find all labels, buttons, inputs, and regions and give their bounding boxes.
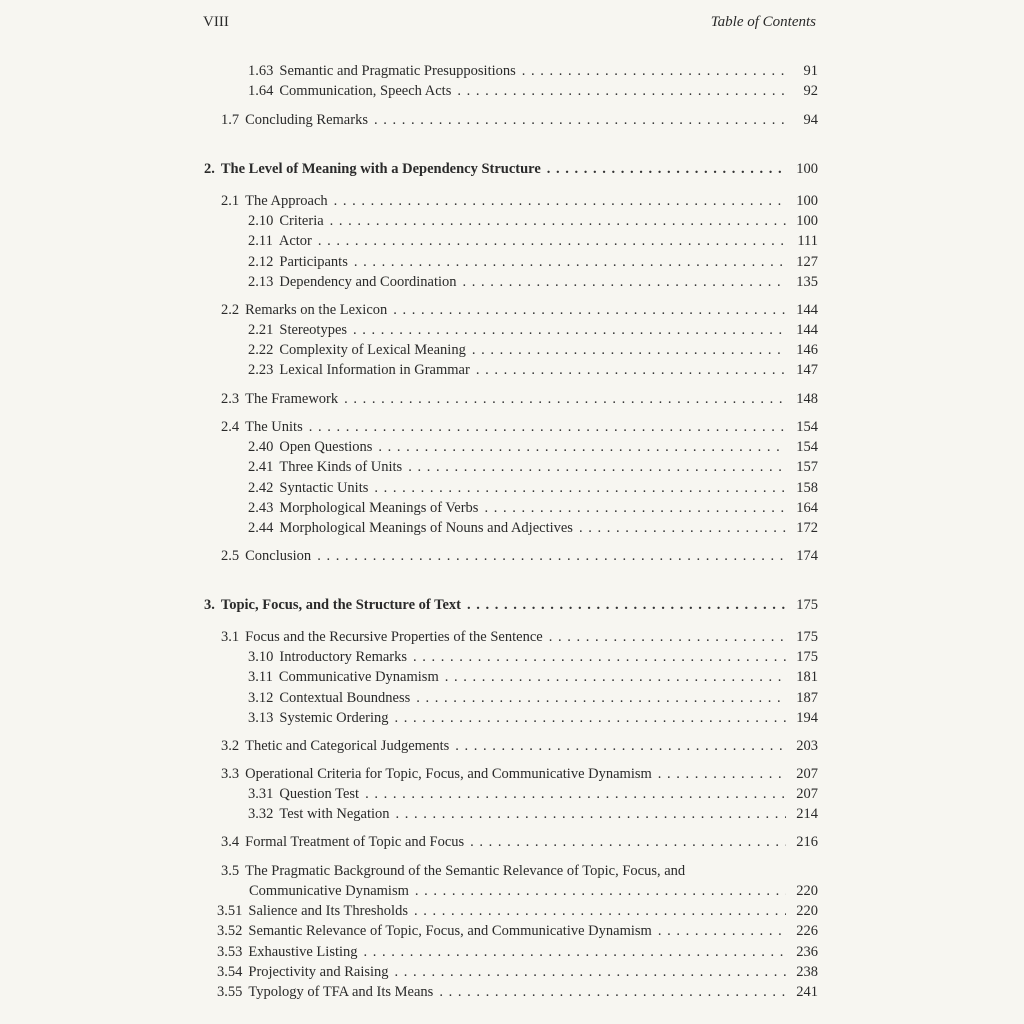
entry-title: Formal Treatment of Topic and Focus	[245, 834, 465, 850]
entry-page: 174	[796, 548, 818, 564]
leader-dots	[354, 254, 786, 271]
entry-title: Morphological Meanings of Verbs	[279, 500, 479, 516]
entry-title: Semantic and Pragmatic Presuppositions	[279, 63, 516, 79]
toc-entry-3-5	[221, 863, 778, 883]
entry-page: 92	[803, 83, 818, 99]
leader-dots	[365, 786, 786, 803]
entry-title: Question Test	[279, 786, 360, 802]
entry-page: 226	[796, 923, 818, 939]
entry-title: Contextual Boundness	[279, 690, 411, 706]
entry-title: Systemic Ordering	[279, 710, 389, 726]
entry-number: 3.	[204, 597, 215, 613]
entry-number: 2.44	[248, 520, 274, 536]
entry-title: Operational Criteria for Topic, Focus, and Communicative Dynamism	[245, 766, 652, 782]
entry-title: Stereotypes	[279, 322, 348, 338]
entry-number: 3.13	[248, 710, 274, 726]
entry-number: 2.3	[221, 391, 240, 407]
leader-dots	[395, 710, 786, 727]
toc-chapter-3	[204, 597, 818, 617]
leader-dots	[413, 649, 786, 666]
leader-dots	[547, 161, 786, 178]
entry-number: 1.64	[248, 83, 274, 99]
entry-page: 187	[796, 690, 818, 706]
entry-title: Thetic and Categorical Judgements	[245, 738, 450, 754]
toc-entry-3-54	[217, 964, 818, 984]
toc-entry-3-10	[248, 649, 818, 669]
entry-title: Open Questions	[279, 439, 373, 455]
toc-entry-1-63	[248, 63, 818, 83]
entry-title: Introductory Remarks	[279, 649, 408, 665]
entry-number: 2.23	[248, 362, 274, 378]
toc-entry-3-11	[248, 669, 818, 689]
entry-page: 175	[796, 649, 818, 665]
entry-title: Concluding Remarks	[245, 112, 368, 128]
entry-page: 100	[796, 193, 818, 209]
entry-number: 3.1	[221, 629, 240, 645]
entry-number: 2.1	[221, 193, 240, 209]
leader-dots	[309, 419, 786, 436]
leader-dots	[393, 302, 786, 319]
toc-entry-2-5	[221, 548, 818, 568]
entry-number: 2.43	[248, 500, 274, 516]
entry-title: Communicative Dynamism	[249, 883, 409, 899]
leader-dots	[395, 964, 786, 981]
toc-entry-2-41	[248, 459, 818, 479]
entry-page: 220	[796, 903, 818, 919]
toc-entry-2-3	[221, 391, 818, 411]
leader-dots	[353, 322, 786, 339]
entry-number: 3.5	[221, 863, 240, 879]
toc-entry-2-11	[248, 233, 818, 253]
entry-number: 2.22	[248, 342, 274, 358]
entry-page: 144	[796, 322, 818, 338]
entry-number: 2.	[204, 161, 215, 177]
leader-dots	[396, 806, 786, 823]
entry-title: Communicative Dynamism	[278, 669, 439, 685]
leader-dots	[476, 362, 786, 379]
leader-dots	[484, 500, 786, 517]
entry-number: 2.12	[248, 254, 274, 270]
entry-page: 154	[796, 419, 818, 435]
leader-dots	[445, 669, 786, 686]
entry-number: 3.54	[217, 964, 243, 980]
entry-page: 207	[796, 786, 818, 802]
entry-title: Participants	[279, 254, 348, 270]
toc-entry-3-53	[217, 944, 818, 964]
toc-entry-2-40	[248, 439, 818, 459]
entry-title: Typology of TFA and Its Means	[248, 984, 434, 1000]
toc-entry-3-2	[221, 738, 818, 758]
leader-dots	[472, 342, 786, 359]
leader-dots	[317, 548, 786, 565]
entry-number: 3.51	[217, 903, 243, 919]
leader-dots	[439, 984, 786, 1001]
toc-entry-3-51	[217, 903, 818, 923]
leader-dots	[658, 923, 786, 940]
entry-page: 175	[796, 629, 818, 645]
entry-title: Salience and Its Thresholds	[248, 903, 408, 919]
entry-page: 181	[796, 669, 818, 685]
leader-dots	[463, 274, 786, 291]
entry-page: 175	[796, 597, 818, 613]
toc-entry-2-43	[248, 500, 818, 520]
entry-page: 214	[796, 806, 818, 822]
entry-page: 100	[796, 213, 818, 229]
entry-page: 91	[803, 63, 818, 79]
entry-page: 94	[803, 112, 818, 128]
leader-dots	[330, 213, 786, 230]
leader-dots	[334, 193, 786, 210]
leader-dots	[470, 834, 786, 851]
toc-entry-3-55	[217, 984, 818, 1004]
entry-title: The Pragmatic Background of the Semantic Relevance of Topic, Focus, and	[245, 863, 686, 879]
leader-dots	[658, 766, 786, 783]
entry-number: 2.10	[248, 213, 274, 229]
entry-title: Complexity of Lexical Meaning	[279, 342, 466, 358]
entry-number: 2.21	[248, 322, 274, 338]
entry-page: 216	[796, 834, 818, 850]
entry-page: 236	[796, 944, 818, 960]
entry-page: 135	[796, 274, 818, 290]
toc-entry-3-13	[248, 710, 818, 730]
toc-entry-2-2	[221, 302, 818, 322]
entry-page: 194	[796, 710, 818, 726]
leader-dots	[408, 459, 786, 476]
toc-entry-2-13	[248, 274, 818, 294]
entry-title: The Approach	[245, 193, 328, 209]
leader-dots	[374, 480, 786, 497]
entry-number: 2.42	[248, 480, 274, 496]
entry-title: Communication, Speech Acts	[279, 83, 452, 99]
entry-title: Focus and the Recursive Properties of the Sentence	[245, 629, 543, 645]
entry-page: 172	[796, 520, 818, 536]
entry-page: 158	[796, 480, 818, 496]
entry-number: 3.31	[248, 786, 274, 802]
toc-entry-3-12	[248, 690, 818, 710]
entry-number: 2.41	[248, 459, 274, 475]
leader-dots	[457, 83, 786, 100]
entry-page: 220	[796, 883, 818, 899]
entry-number: 3.52	[217, 923, 243, 939]
entry-title: Morphological Meanings of Nouns and Adjectives	[279, 520, 573, 536]
toc-entry-3-31	[248, 786, 818, 806]
leader-dots	[522, 63, 786, 80]
entry-page: 147	[796, 362, 818, 378]
entry-number: 3.10	[248, 649, 274, 665]
entry-title: Exhaustive Listing	[248, 944, 358, 960]
leader-dots	[455, 738, 786, 755]
leader-dots	[416, 690, 786, 707]
toc-entry-1-64	[248, 83, 818, 103]
entry-number: 3.12	[248, 690, 274, 706]
toc-entry-2-44	[248, 520, 818, 540]
toc-entry-3-32	[248, 806, 818, 826]
page-number-roman: VIII	[203, 14, 229, 30]
entry-title: The Framework	[245, 391, 339, 407]
entry-number: 1.63	[248, 63, 274, 79]
entry-number: 2.13	[248, 274, 274, 290]
toc-entry-3-1	[221, 629, 818, 649]
entry-number: 3.11	[248, 669, 273, 685]
entry-page: 111	[797, 233, 818, 249]
leader-dots	[364, 944, 786, 961]
toc-entry-2-4	[221, 419, 818, 439]
entry-number: 3.4	[221, 834, 240, 850]
running-header: Table of Contents	[710, 14, 816, 30]
entry-title: The Level of Meaning with a Dependency Structure	[220, 161, 541, 177]
toc-entry-2-12	[248, 254, 818, 274]
entry-number: 2.5	[221, 548, 240, 564]
entry-page: 144	[796, 302, 818, 318]
entry-title: Semantic Relevance of Topic, Focus, and Communicative Dynamism	[248, 923, 652, 939]
entry-number: 3.32	[248, 806, 274, 822]
entry-title: Dependency and Coordination	[279, 274, 457, 290]
leader-dots	[467, 597, 786, 614]
entry-page: 154	[796, 439, 818, 455]
entry-title: Lexical Information in Grammar	[279, 362, 470, 378]
entry-number: 2.11	[248, 233, 273, 249]
leader-dots	[378, 439, 786, 456]
toc-entry-3-3	[221, 766, 818, 786]
toc-chapter-2	[204, 161, 818, 181]
entry-number: 2.40	[248, 439, 274, 455]
toc-entry-3-4	[221, 834, 818, 854]
entry-title: Conclusion	[245, 548, 312, 564]
entry-page: 127	[796, 254, 818, 270]
entry-title: Criteria	[279, 213, 324, 229]
entry-page: 238	[796, 964, 818, 980]
leader-dots	[374, 112, 786, 129]
leader-dots	[579, 520, 786, 537]
toc-entry-2-1	[221, 193, 818, 213]
leader-dots	[549, 629, 786, 646]
leader-dots	[415, 883, 786, 900]
entry-number: 3.55	[217, 984, 243, 1000]
entry-title: Syntactic Units	[279, 480, 369, 496]
toc-entry-2-22	[248, 342, 818, 362]
entry-number: 3.3	[221, 766, 240, 782]
entry-page: 157	[796, 459, 818, 475]
toc-entry-2-21	[248, 322, 818, 342]
leader-dots	[318, 233, 786, 250]
toc-entry-3-5-continued	[249, 883, 818, 903]
entry-number: 3.53	[217, 944, 243, 960]
entry-title: Projectivity and Raising	[248, 964, 389, 980]
leader-dots	[344, 391, 786, 408]
entry-title: The Units	[245, 419, 303, 435]
entry-page: 148	[796, 391, 818, 407]
entry-number: 1.7	[221, 112, 240, 128]
toc-entry-2-10	[248, 213, 818, 233]
entry-title: Topic, Focus, and the Structure of Text	[220, 597, 461, 613]
entry-number: 2.4	[221, 419, 240, 435]
entry-page: 164	[796, 500, 818, 516]
entry-page: 207	[796, 766, 818, 782]
toc-entry-2-23	[248, 362, 818, 382]
entry-title: Remarks on the Lexicon	[245, 302, 388, 318]
entry-page: 100	[796, 161, 818, 177]
entry-number: 3.2	[221, 738, 240, 754]
toc-entry-3-52	[217, 923, 818, 943]
entry-page: 203	[796, 738, 818, 754]
entry-title: Three Kinds of Units	[279, 459, 403, 475]
entry-page: 241	[796, 984, 818, 1000]
entry-title: Test with Negation	[279, 806, 390, 822]
entry-page: 146	[796, 342, 818, 358]
entry-title: Actor	[278, 233, 312, 249]
toc-entry-1-7	[221, 112, 818, 132]
leader-dots	[414, 903, 786, 920]
entry-number: 2.2	[221, 302, 240, 318]
toc-entry-2-42	[248, 480, 818, 500]
